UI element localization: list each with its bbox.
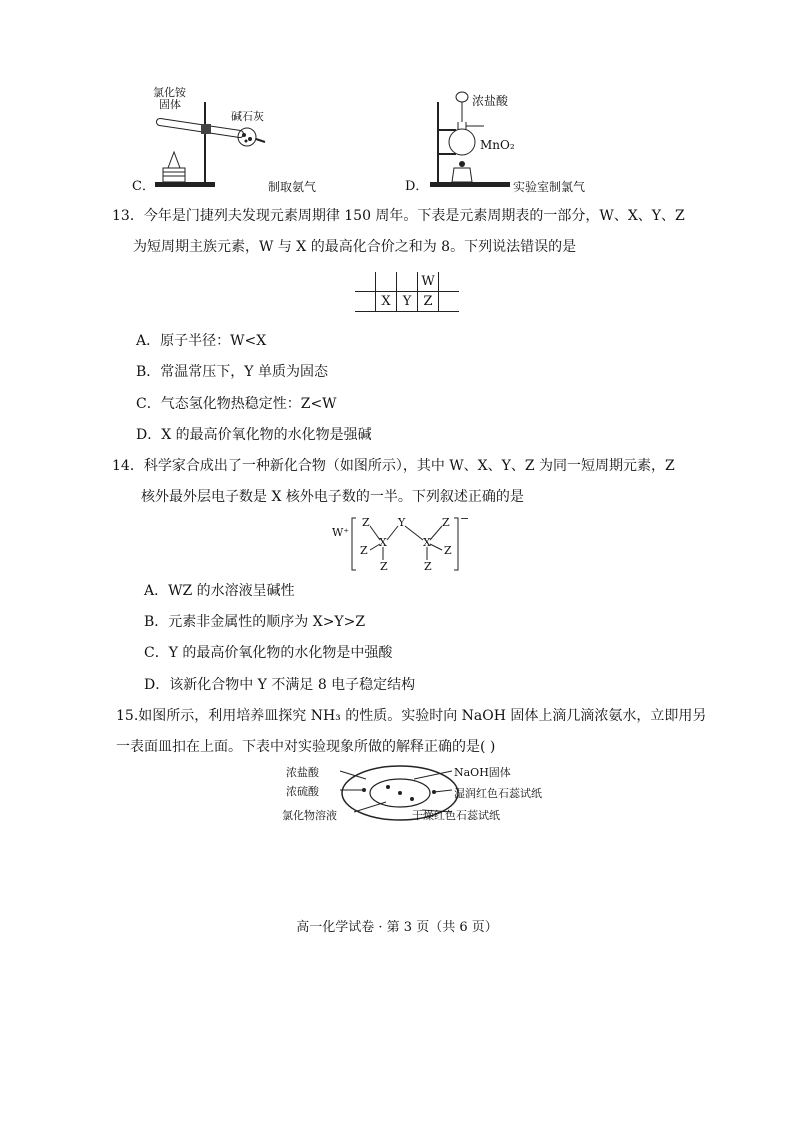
label-dry-litmus: 干燥红色石蕊试纸 [412,809,500,822]
q13-option-c: C．气态氢化物热稳定性：Z<W [136,396,337,412]
q14-stem-line1: 14．科学家合成出了一种新化合物（如图所示），其中 W、X、Y、Z 为同一短周期元素，Z [112,458,675,474]
table-row [355,272,459,292]
periodic-table-fragment [355,272,459,312]
q14-option-b: B．元素非金属性的顺序为 X>Y>Z [144,614,366,630]
figure-d [420,82,570,192]
q13-stem-line1: 13．今年是门捷列夫发现元素周期律 150 周年。下表是元素周期表的一部分，W、X、Y、Z [112,208,685,224]
figure-d-caption: 实验室制氯气 [513,180,586,194]
compound-structure [330,512,470,576]
atom-z: Z [442,516,450,529]
label-solid: 固体 [159,98,181,111]
table-cell: Z [418,292,439,312]
atom-y: Y [398,516,406,529]
label-soda-lime: 碱石灰 [231,110,264,123]
cation-w: W⁺ [332,526,350,539]
atom-z: Z [360,544,368,557]
table-row [355,292,459,312]
table-cell: W [418,272,439,292]
anion-charge: − [460,512,470,525]
ammonia-apparatus-figure [125,82,285,192]
atom-z: Z [362,516,370,529]
table-cell [355,292,376,312]
label-naoh-solid: NaOH固体 [454,766,511,779]
label-chloride-solution: 氯化物溶液 [282,809,337,822]
label-mno2: MnO₂ [480,138,515,152]
figure-c-caption: 制取氨气 [268,180,317,194]
q13-stem-line2: 为短周期主族元素，W 与 X 的最高化合价之和为 8。下列说法错误的是 [133,239,577,255]
atom-z: Z [380,560,388,573]
table-cell [439,292,460,312]
label-conc-hcl: 浓盐酸 [472,94,509,108]
q14-option-d: D．该新化合物中 Y 不满足 8 电子稳定结构 [144,677,416,693]
table-cell: X [376,292,397,312]
q14-stem-line2: 核外最外层电子数是 X 核外电子数的一半。下列叙述正确的是 [141,489,524,505]
q13-option-d: D．X 的最高价氧化物的水化物是强碱 [136,427,372,443]
q13-option-b: B．常温常压下，Y 单质为固态 [136,364,328,380]
table-cell [355,272,376,292]
q15-stem-line2: 一表面皿扣在上面。下表中对实验现象所做的解释正确的是( ) [116,739,496,755]
atom-x: X [423,536,431,549]
label-conc-h2so4: 浓硫酸 [286,785,319,798]
label-ammonium-chloride: 氯化铵 [153,86,186,99]
table-cell [376,272,397,292]
figure-c [125,82,285,192]
q14-option-a: A．WZ 的水溶液呈碱性 [144,583,295,599]
label-conc-hcl: 浓盐酸 [286,766,319,779]
label-wet-litmus: 湿润红色石蕊试纸 [454,787,542,800]
table-cell: Y [397,292,418,312]
option-c-label: C． [132,179,155,194]
atom-z: Z [424,560,432,573]
q15-stem-line1: 15.如图所示，利用培养皿探究 NH₃ 的性质。实验时向 NaOH 固体上滴几滴浓氨水，立即用另 [116,708,707,724]
petri-dish-figure [282,762,542,824]
atom-x: X [379,536,387,549]
table-cell [397,272,418,292]
page-footer: 高一化学试卷 · 第 3 页（共 6 页） [296,920,498,935]
table-cell [439,272,460,292]
atom-z: Z [444,544,452,557]
q13-option-a: A．原子半径：W<X [136,333,267,349]
option-d-label: D． [405,179,429,194]
q14-option-c: C．Y 的最高价氧化物的水化物是中强酸 [144,645,393,661]
